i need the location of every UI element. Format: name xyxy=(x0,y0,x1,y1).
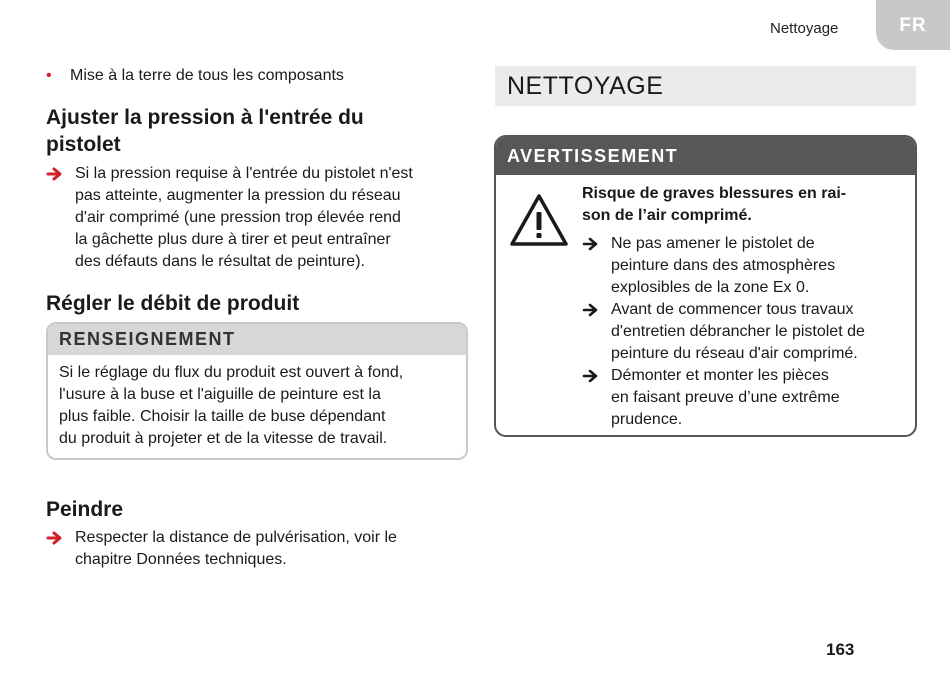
list-item xyxy=(582,233,912,299)
text-line: d'air comprimé (une pression trop élevée rend xyxy=(75,209,401,226)
paint-instruction xyxy=(46,527,468,571)
language-tab: FR xyxy=(876,0,950,50)
running-header: Nettoyage xyxy=(770,20,839,37)
text-line: son de l’air comprimé. xyxy=(582,207,752,224)
arrow-right-icon xyxy=(582,365,600,387)
paint-heading: Peindre xyxy=(46,498,124,521)
text-line: d'entretien débrancher le pistolet de xyxy=(611,323,865,340)
text-line: Avant de commencer tous travaux xyxy=(611,301,854,318)
info-box-body xyxy=(48,355,466,458)
text-line: Risque de graves blessures en rai- xyxy=(582,185,847,202)
text-line: la gâchette plus dure à tirer et peut entraîner xyxy=(75,231,391,248)
arrow-right-icon xyxy=(582,233,600,255)
warning-content xyxy=(582,183,912,431)
text-line: explosibles de la zone Ex 0. xyxy=(611,279,810,296)
arrow-right-icon xyxy=(46,163,64,185)
text-line: Si la pression requise à l'entrée du pistolet n'est xyxy=(75,165,413,182)
warning-triangle-icon xyxy=(508,192,570,248)
pressure-heading-line-1: Ajuster la pression à l'entrée du xyxy=(46,106,364,129)
warning-title: AVERTISSEMENT xyxy=(496,137,915,175)
info-box-title: RENSEIGNEMENT xyxy=(48,324,466,355)
warning-list xyxy=(582,233,912,431)
left-column xyxy=(46,64,468,571)
text-line: pas atteinte, augmenter la pression du réseau xyxy=(75,187,401,204)
text-line: peinture du réseau d'air comprimé. xyxy=(611,345,858,362)
pressure-heading-line-2: pistolet xyxy=(46,133,121,156)
bullet-icon: • xyxy=(46,67,52,84)
text-line: Respecter la distance de pulvérisation, voir le xyxy=(75,529,397,546)
text-line: chapitre Données techniques. xyxy=(75,551,287,568)
text-line: peinture dans des atmosphères xyxy=(611,257,836,274)
page-number: 163 xyxy=(826,640,855,659)
list-item-text: Mise à la terre de tous les composants xyxy=(70,67,344,84)
text-line: en faisant preuve d’une extrême xyxy=(611,389,840,406)
pressure-instruction xyxy=(46,163,468,273)
arrow-right-icon xyxy=(46,527,64,549)
flow-heading: Régler le débit de produit xyxy=(46,292,300,315)
list-item xyxy=(46,65,468,87)
text-line: des défauts dans le résultat de peinture). xyxy=(75,253,365,270)
text-line: prudence. xyxy=(611,411,683,428)
text-line: du produit à projeter et de la vitesse de travail. xyxy=(59,430,388,447)
warning-box xyxy=(494,135,917,437)
arrow-right-icon xyxy=(582,299,600,321)
text-line: Si le réglage du flux du produit est ouvert à fond, xyxy=(59,364,404,381)
pressure-heading xyxy=(46,104,468,158)
text-line: Démonter et monter les pièces xyxy=(611,367,829,384)
section-title: NETTOYAGE xyxy=(495,66,916,106)
text-line: l'usure à la buse et l'aiguille de peinture est la xyxy=(59,386,381,403)
warning-risk xyxy=(582,183,912,227)
text-line: Ne pas amener le pistolet de xyxy=(611,235,815,252)
info-box xyxy=(46,322,468,460)
text-line: plus faible. Choisir la taille de buse dépendant xyxy=(59,408,386,425)
list-item xyxy=(582,365,912,431)
list-item xyxy=(582,299,912,365)
